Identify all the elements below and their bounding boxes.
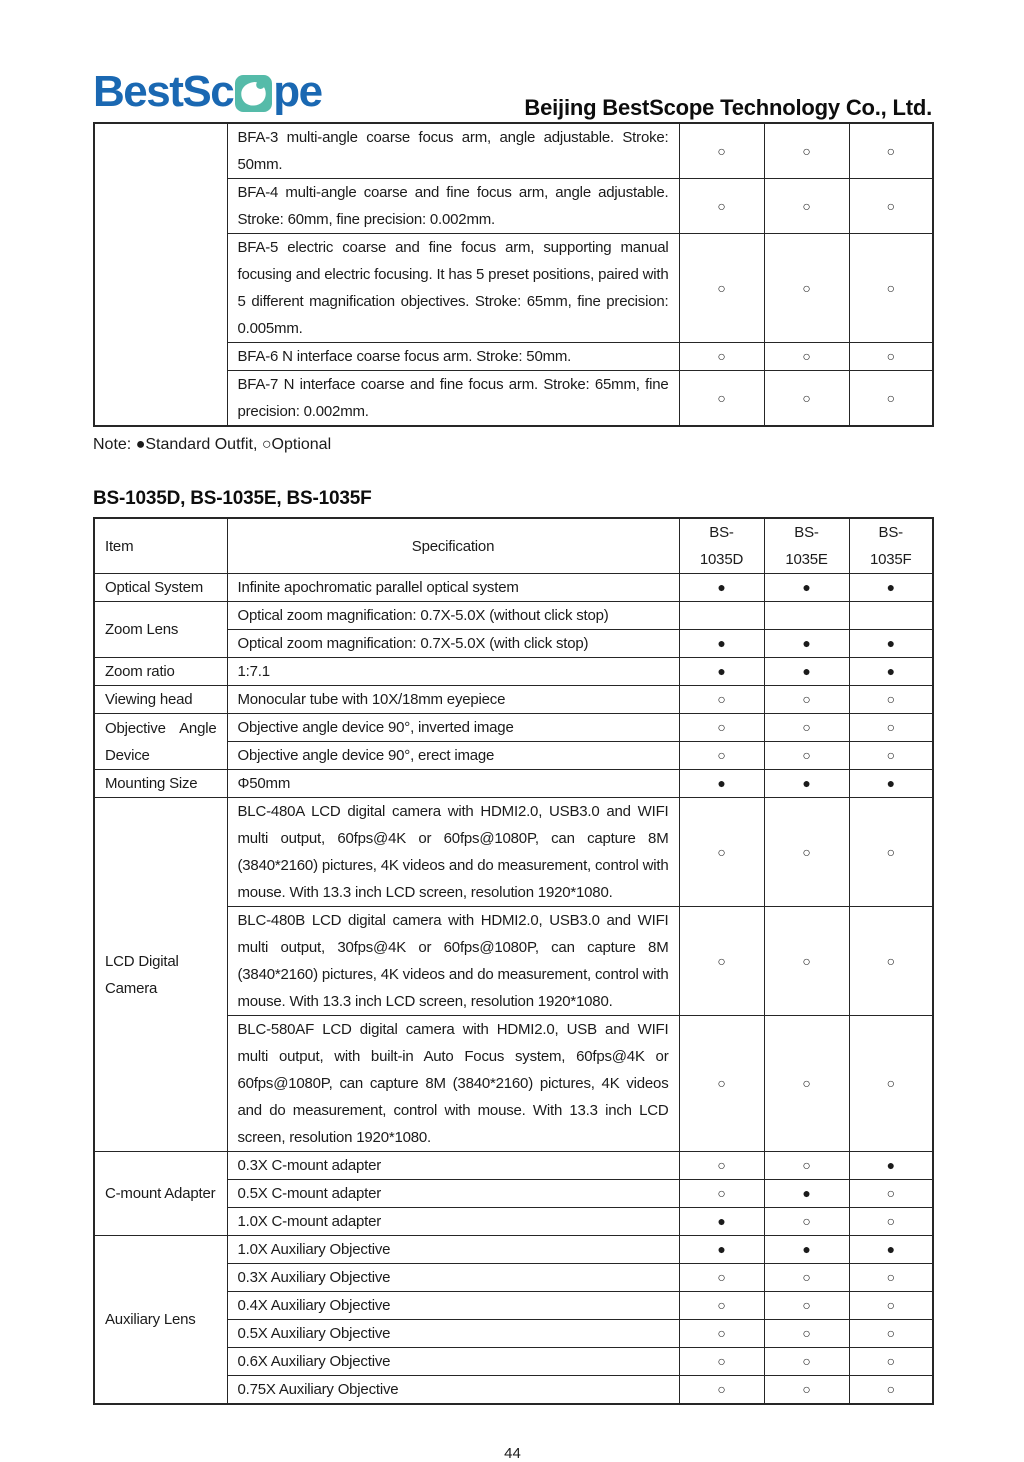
option-cell: ○ [764, 234, 849, 343]
option-cell: ○ [679, 1016, 764, 1152]
option-cell: ○ [679, 714, 764, 742]
option-cell: ○ [764, 907, 849, 1016]
option-cell: ○ [764, 798, 849, 907]
option-cell: ○ [849, 179, 933, 234]
spec-cell: 0.3X C-mount adapter [227, 1152, 679, 1180]
option-cell: ○ [679, 234, 764, 343]
option-cell: ○ [764, 1016, 849, 1152]
option-cell: ● [764, 1236, 849, 1264]
option-cell: ● [679, 574, 764, 602]
option-cell: ○ [849, 1292, 933, 1320]
option-cell: ○ [679, 1348, 764, 1376]
option-cell: ○ [849, 343, 933, 371]
spec-cell: 1.0X Auxiliary Objective [227, 1236, 679, 1264]
option-cell: ○ [849, 1376, 933, 1405]
bs1035-spec-table [93, 517, 932, 1405]
option-cell: ● [764, 574, 849, 602]
option-cell: ○ [849, 1208, 933, 1236]
bestscope-logo [93, 67, 322, 122]
option-cell: ○ [849, 1016, 933, 1152]
option-cell: ○ [764, 1320, 849, 1348]
table-row [94, 1236, 933, 1264]
spec-cell: Monocular tube with 10X/18mm eyepiece [227, 686, 679, 714]
option-cell: ○ [679, 1292, 764, 1320]
option-cell: ● [679, 770, 764, 798]
spec-cell: 1:7.1 [227, 658, 679, 686]
item-cell: Zoom Lens [94, 602, 227, 658]
option-cell: ○ [679, 1152, 764, 1180]
option-cell: ○ [679, 907, 764, 1016]
option-cell: ● [849, 1152, 933, 1180]
option-cell: ○ [849, 371, 933, 427]
option-cell [849, 602, 933, 630]
spec-cell: 1.0X C-mount adapter [227, 1208, 679, 1236]
page-header [93, 54, 932, 122]
option-cell: ○ [849, 1320, 933, 1348]
option-cell: ○ [849, 686, 933, 714]
column-header: Item [94, 518, 227, 574]
option-cell: ○ [764, 1264, 849, 1292]
option-cell: ○ [849, 798, 933, 907]
spec-cell: Optical zoom magnification: 0.7X-5.0X (without click stop) [227, 602, 679, 630]
spec-cell: Infinite apochromatic parallel optical system [227, 574, 679, 602]
spec-cell: BLC-480A LCD digital camera with HDMI2.0, USB3.0 and WIFI multi output, 60fps@4K or 60fps@1080P, can capture 8M (3840*2160) pictures, 4K videos and do measurement, control with mouse. With 13.3 inch LCD screen, resolution 1920*1080. [227, 798, 679, 907]
option-cell: ○ [679, 371, 764, 427]
option-cell: ○ [849, 1180, 933, 1208]
option-cell: ○ [764, 1292, 849, 1320]
option-cell [679, 602, 764, 630]
column-header: BS-1035D [679, 518, 764, 574]
option-cell: ● [849, 1236, 933, 1264]
spec-cell: BLC-580AF LCD digital camera with HDMI2.0, USB and WIFI multi output, with built-in Auto Focus system, 60fps@4K or 60fps@1080P, can capture 8M (3840*2160) pictures, 4K videos and do measurement, control with mouse. With 13.3 inch LCD screen, resolution 1920*1080. [227, 1016, 679, 1152]
focus-arm-options-table [93, 122, 932, 427]
header-row [94, 518, 933, 574]
table-row [94, 1152, 933, 1180]
section-heading: BS-1035D, BS-1035E, BS-1035F [93, 488, 372, 509]
column-header: BS-1035F [849, 518, 933, 574]
option-cell: ○ [764, 742, 849, 770]
table-grid [93, 122, 934, 427]
spec-cell: Objective angle device 90°, erect image [227, 742, 679, 770]
spec-cell: BFA-3 multi-angle coarse focus arm, angle adjustable. Stroke: 50mm. [227, 123, 679, 179]
column-header: Specification [227, 518, 679, 574]
table-row [94, 770, 933, 798]
page-number: 44 [504, 1445, 521, 1462]
option-cell: ○ [679, 1180, 764, 1208]
item-cell: Viewing head [94, 686, 227, 714]
table-row [94, 574, 933, 602]
option-cell: ○ [679, 1376, 764, 1405]
option-cell: ○ [764, 1348, 849, 1376]
option-cell: ○ [679, 1264, 764, 1292]
spec-cell: BLC-480B LCD digital camera with HDMI2.0, USB3.0 and WIFI multi output, 30fps@4K or 60fps@1080P, can capture 8M (3840*2160) pictures, 4K videos and do measurement, control with mouse. With 13.3 inch LCD screen, resolution 1920*1080. [227, 907, 679, 1016]
spec-cell: BFA-7 N interface coarse and fine focus arm. Stroke: 65mm, fine precision: 0.002mm. [227, 371, 679, 427]
option-cell: ● [849, 770, 933, 798]
option-cell: ○ [764, 179, 849, 234]
table-row [94, 123, 933, 179]
option-cell: ● [679, 630, 764, 658]
option-cell: ○ [764, 1152, 849, 1180]
item-cell [94, 123, 227, 426]
option-cell: ○ [679, 343, 764, 371]
option-cell: ● [679, 658, 764, 686]
spec-cell: Φ50mm [227, 770, 679, 798]
spec-cell: Optical zoom magnification: 0.7X-5.0X (with click stop) [227, 630, 679, 658]
option-cell: ● [849, 574, 933, 602]
option-cell: ● [679, 1208, 764, 1236]
table-row [94, 798, 933, 907]
spec-cell: 0.5X Auxiliary Objective [227, 1320, 679, 1348]
logo-o-icon [235, 75, 272, 112]
spec-cell: Objective angle device 90°, inverted image [227, 714, 679, 742]
spec-cell: 0.4X Auxiliary Objective [227, 1292, 679, 1320]
item-cell: Objective Angle Device [94, 714, 227, 770]
option-cell: ○ [679, 179, 764, 234]
option-cell [764, 602, 849, 630]
table-grid [93, 517, 934, 1405]
option-cell: ○ [764, 1376, 849, 1405]
logo-text-left: BestSc [93, 67, 234, 116]
option-cell: ● [764, 1180, 849, 1208]
table-row [94, 602, 933, 630]
spec-cell: BFA-6 N interface coarse focus arm. Stroke: 50mm. [227, 343, 679, 371]
option-cell: ● [849, 630, 933, 658]
spec-cell: 0.75X Auxiliary Objective [227, 1376, 679, 1405]
option-cell: ● [764, 770, 849, 798]
option-cell: ○ [849, 907, 933, 1016]
option-cell: ○ [849, 1348, 933, 1376]
spec-cell: 0.3X Auxiliary Objective [227, 1264, 679, 1292]
option-cell: ○ [849, 714, 933, 742]
item-cell: Zoom ratio [94, 658, 227, 686]
option-cell: ○ [849, 1264, 933, 1292]
spec-cell: 0.5X C-mount adapter [227, 1180, 679, 1208]
item-cell: Mounting Size [94, 770, 227, 798]
table-row [94, 714, 933, 742]
item-cell: C-mount Adapter [94, 1152, 227, 1236]
item-cell: LCD Digital Camera [94, 798, 227, 1152]
company-name: Beijing BestScope Technology Co., Ltd. [524, 95, 932, 120]
option-cell: ○ [764, 123, 849, 179]
option-cell: ○ [764, 714, 849, 742]
option-cell: ○ [679, 1320, 764, 1348]
item-cell: Auxiliary Lens [94, 1236, 227, 1405]
spec-cell: 0.6X Auxiliary Objective [227, 1348, 679, 1376]
option-cell: ○ [849, 742, 933, 770]
spec-cell: BFA-5 electric coarse and fine focus arm, supporting manual focusing and electric focusing. It has 5 preset positions, paired with 5 different magnification objectives. Stroke: 65mm, fine precision: 0.005mm. [227, 234, 679, 343]
table-row [94, 658, 933, 686]
option-cell: ○ [849, 123, 933, 179]
option-cell: ○ [679, 798, 764, 907]
option-cell: ● [764, 658, 849, 686]
option-cell: ● [764, 630, 849, 658]
option-cell: ○ [764, 1208, 849, 1236]
option-cell: ● [679, 1236, 764, 1264]
option-cell: ○ [764, 343, 849, 371]
option-cell: ○ [679, 742, 764, 770]
option-cell: ○ [764, 371, 849, 427]
table-row [94, 686, 933, 714]
logo-text-right: pe [273, 67, 322, 116]
spec-cell: BFA-4 multi-angle coarse and fine focus arm, angle adjustable. Stroke: 60mm, fine precision: 0.002mm. [227, 179, 679, 234]
legend-note: Note: ●Standard Outfit, ○Optional [93, 436, 332, 453]
option-cell: ○ [764, 686, 849, 714]
option-cell: ○ [849, 234, 933, 343]
item-cell: Optical System [94, 574, 227, 602]
column-header: BS-1035E [764, 518, 849, 574]
option-cell: ● [849, 658, 933, 686]
option-cell: ○ [679, 686, 764, 714]
option-cell: ○ [679, 123, 764, 179]
